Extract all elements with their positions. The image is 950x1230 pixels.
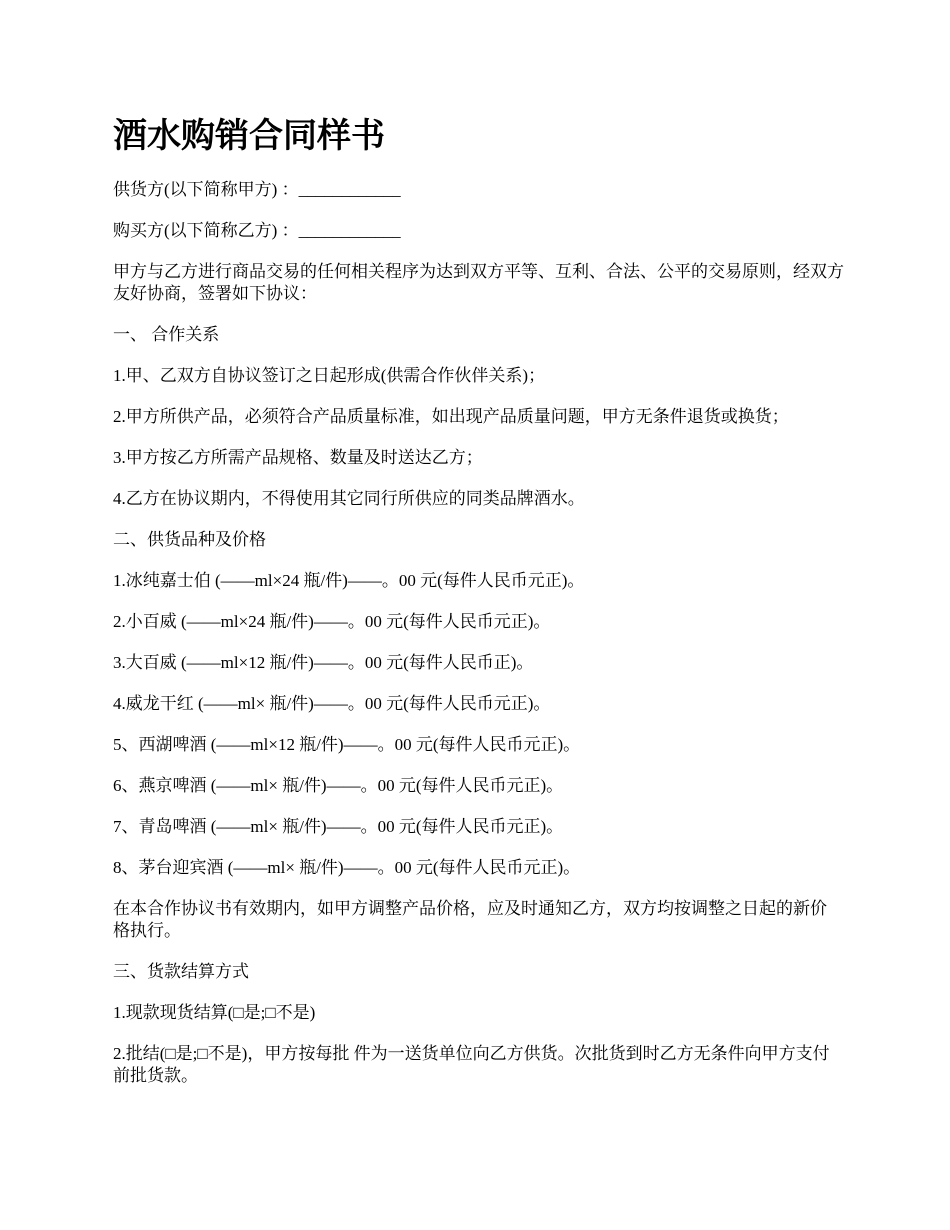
price-adjust-paragraph: 在本合作协议书有效期内，如甲方调整产品价格，应及时通知乙方，双方均按调整之日起的新价格执行。	[113, 899, 827, 940]
supplier-line: 供货方(以下简称甲方) ：____________	[113, 180, 401, 199]
clause-1-2: 2.甲方所供产品，必须符合产品质量标准，如出现产品质量问题，甲方无条件退货或换货；	[113, 407, 789, 426]
clause-1-3: 3.甲方按乙方所需产品规格、数量及时送达乙方；	[113, 448, 483, 467]
product-item-1: 1.冰纯嘉士伯 (——ml×24 瓶/件)——。00 元(每件人民币元正)。	[113, 571, 585, 590]
section-heading-products: 二、供货品种及价格	[113, 530, 266, 549]
product-item-3: 3.大百威 (——ml×12 瓶/件)——。00 元(每件人民币正)。	[113, 653, 534, 672]
intro-paragraph: 甲方与乙方进行商品交易的任何相关程序为达到双方平等、互利、合法、公平的交易原则，经双方友好协商，签署如下协议：	[113, 262, 844, 303]
product-item-5: 5、西湖啤酒 (——ml×12 瓶/件)——。00 元(每件人民币元正)。	[113, 735, 581, 754]
clause-1-1: 1.甲、乙双方自协议签订之日起形成(供需合作伙伴关系)；	[113, 366, 546, 385]
payment-clause-2: 2.批结(□是;□不是)，甲方按每批 件为一送货单位向乙方供货。次批货到时乙方无条件向甲方支付前批货款。	[113, 1044, 830, 1085]
section-heading-cooperation: 一、 合作关系	[113, 325, 220, 344]
buyer-line: 购买方(以下简称乙方) ：____________	[113, 221, 401, 240]
product-item-6: 6、燕京啤酒 (——ml× 瓶/件)——。00 元(每件人民币元正)。	[113, 776, 564, 795]
section-heading-payment: 三、货款结算方式	[113, 962, 249, 981]
document-page	[113, 112, 855, 1106]
document-title: 酒水购销合同样书	[113, 116, 385, 156]
product-item-4: 4.威龙干红 (——ml× 瓶/件)——。00 元(每件人民币元正)。	[113, 694, 551, 713]
payment-clause-1: 1.现款现货结算(□是;□不是)	[113, 1003, 316, 1022]
clause-1-4: 4.乙方在协议期内，不得使用其它同行所供应的同类品牌酒水。	[113, 489, 585, 508]
product-item-2: 2.小百威 (——ml×24 瓶/件)——。00 元(每件人民币元正)。	[113, 612, 551, 631]
product-item-7: 7、青岛啤酒 (——ml× 瓶/件)——。00 元(每件人民币元正)。	[113, 817, 564, 836]
product-item-8: 8、茅台迎宾酒 (——ml× 瓶/件)——。00 元(每件人民币元正)。	[113, 858, 581, 877]
